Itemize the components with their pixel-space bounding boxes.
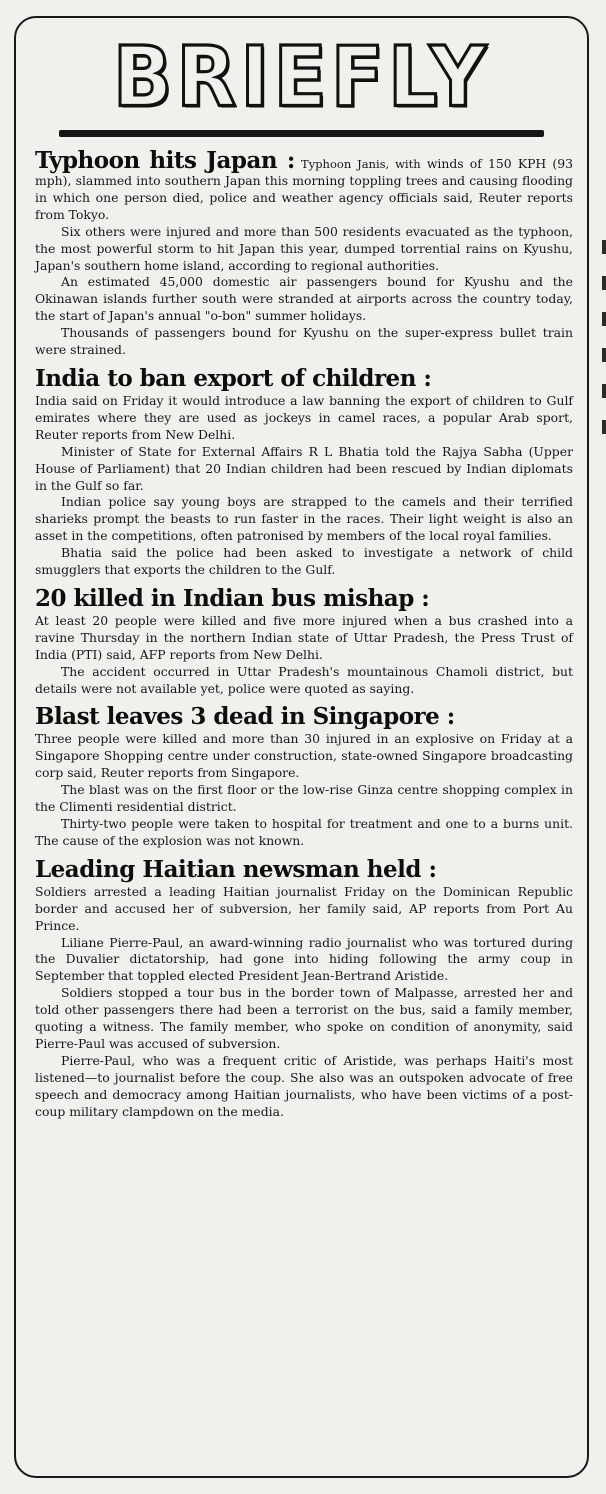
headline: Typhoon hits Japan : [35, 147, 295, 174]
story-paragraph: Bhatia said the police had been asked to investigate a network of child smugglers that exports the children to the Gulf. [35, 545, 573, 578]
story-paragraph: Six others were injured and more than 500 residents evacuated as the typhoon, the most powerful storm to hit Japan this year, dumped torrential rains on Kyushu, Japan's southern home island, according to regional authorities. [35, 223, 573, 273]
story-paragraph: Indian police say young boys are strapped to the camels and their terrified sharieks prompt the beasts to run faster in the races. Their light weight is also an asset in the competitions, often patronised by members of the local royal families. [35, 494, 573, 544]
adjacent-column-edge [600, 240, 606, 490]
briefly-box [14, 16, 589, 1478]
story-typhoon [35, 149, 573, 359]
story-singapore-blast [35, 703, 573, 849]
story-paragraph: The blast was on the first floor or the low-rise Ginza centre shopping complex in the Climenti residential district. [35, 782, 573, 815]
story-paragraph: Soldiers stopped a tour bus in the border town of Malpasse, arrested her and told other passengers there had been a terrorist on the bus, said a family member, quoting a witness. The family member, who spoke on condition of anonymity, said Pierre-Paul was accused of subversion. [35, 985, 573, 1051]
story-paragraph: Minister of State for External Affairs R L Bhatia told the Rajya Sabha (Upper House of Parliament) that 20 Indian children had been rescued by Indian diplomats in the Gulf so far. [35, 443, 573, 493]
story-lead: Typhoon Janis, with [301, 157, 421, 171]
story-paragraph: The accident occurred in Uttar Pradesh's mountainous Chamoli district, but details were not available yet, police were quoted as saying. [35, 663, 573, 696]
headline: India to ban export of children : [35, 364, 432, 392]
story-paragraph: Thirty-two people were taken to hospital for treatment and one to a burns unit. The cause of the explosion was not known. [35, 816, 573, 848]
masthead-rule [59, 130, 544, 137]
story-paragraph: Pierre-Paul, who was a frequent critic of Aristide, was perhaps Haiti's most listened—to journalist before the coup. She also was an outspoken advocate of free speech and democracy among Haitian journalists, who have been victims of a post-coup military clampdown on the media. [35, 1052, 573, 1119]
story-paragraph: Three people were killed and more than 30 injured in an explosive on Friday at a Singapore Shopping centre under construction, state-owned Singapore broadcasting corp said, Reuter reports from Singapore. [35, 731, 573, 781]
story-haitian-newsman [35, 856, 573, 1121]
masthead-title: BRIEFLY [112, 30, 491, 126]
story-paragraph: Soldiers arrested a leading Haitian journalist Friday on the Dominican Republic border and accused her of subversion, her family said, AP reports from Port Au Prince. [35, 883, 573, 933]
story-india-children [35, 365, 573, 579]
story-paragraph: An estimated 45,000 domestic air passengers bound for Kyushu and the Okinawan islands further south were stranded at airports across the country today, the start of Japan's annual "o-bon" summer holidays. [35, 274, 573, 324]
story-bus-mishap [35, 585, 573, 698]
headline: Blast leaves 3 dead in Singapore : [35, 703, 455, 731]
masthead [59, 32, 544, 137]
briefs-column [16, 137, 587, 1121]
story-paragraph: At least 20 people were killed and five more injured when a bus crashed into a ravine Thursday in the northern Indian state of Uttar Pradesh, the Press Trust of India (PTI) said, AFP reports from New Delhi. [35, 612, 573, 662]
story-paragraph: India said on Friday it would introduce a law banning the export of children to Gulf emirates where they are used as jockeys in camel races, a popular Arab sport, Reuter reports from New Delhi. [35, 392, 573, 442]
story-paragraph: Liliane Pierre-Paul, an award-winning radio journalist who was tortured during the Duvalier dictatorship, had gone into hiding following the army coup in September that toppled elected President Jean-Bertrand Aristide. [35, 934, 573, 984]
story-paragraph: winds of 150 KPH (93 mph), slammed into southern Japan this morning toppling trees and causing flooding in which one person died, police and weather agency officials said, Reuter reports from Tokyo. [35, 156, 573, 222]
headline: 20 killed in Indian bus mishap : [35, 584, 430, 612]
headline: Leading Haitian newsman held : [35, 855, 437, 883]
story-paragraph: Thousands of passengers bound for Kyushu on the super-express bullet train were strained. [35, 325, 573, 358]
